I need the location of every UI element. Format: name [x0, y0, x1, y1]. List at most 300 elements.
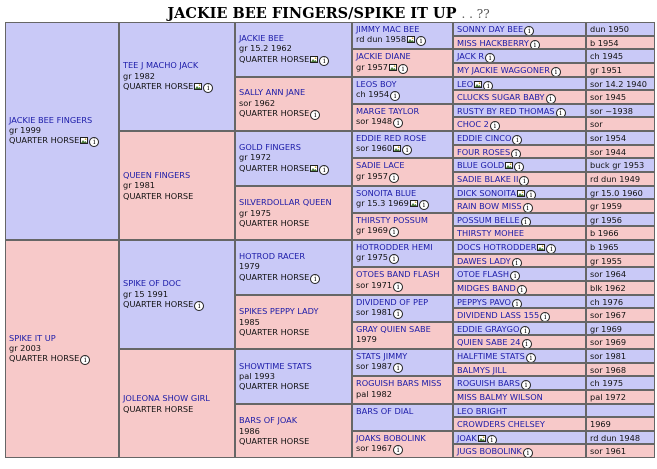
- horse-name-link[interactable]: LEO: [457, 78, 474, 89]
- gen5-horse-cell: [453, 308, 586, 322]
- gen1-horse-cell: [5, 22, 119, 240]
- horse-name-link[interactable]: LEO BRIGHT: [457, 405, 508, 416]
- horse-name-link[interactable]: JACKIE BEE FINGERS: [9, 114, 93, 125]
- gen5-horse-cell: [453, 349, 586, 363]
- horse-name-link[interactable]: SONNY DAY BEE: [457, 24, 524, 34]
- horse-details: gr 1951: [590, 64, 623, 75]
- horse-info-line: [239, 261, 348, 271]
- info-icon[interactable]: i: [524, 26, 534, 36]
- horse-name-link[interactable]: MY JACKIE WAGGONER: [457, 64, 550, 75]
- horse-name-link[interactable]: THIRSTY MOHEE: [457, 228, 525, 239]
- horse-name-link[interactable]: JACKIE BEE: [239, 32, 284, 43]
- horse-name-link[interactable]: JACK R: [457, 51, 485, 62]
- info-icon[interactable]: i: [512, 258, 522, 268]
- horse-name-link[interactable]: QUIEN SABE 24: [457, 337, 521, 348]
- gen5-horse-cell: [453, 22, 586, 36]
- info-icon[interactable]: i: [523, 203, 533, 213]
- gen5-horse-cell: [453, 376, 586, 390]
- horse-name-line: [123, 170, 231, 180]
- horse-details: gr 1999: [9, 125, 42, 135]
- horse-info-line: [356, 389, 449, 399]
- info-icon[interactable]: i: [389, 254, 399, 264]
- info-icon[interactable]: i: [390, 91, 400, 101]
- horse-name-link[interactable]: JACKIE DIANE: [356, 51, 411, 62]
- horse-details: sor 1948: [356, 116, 393, 127]
- gen4-horse-cell: [352, 49, 453, 76]
- horse-details: gr 1975: [239, 207, 272, 218]
- horse-details: sor 1945: [590, 92, 627, 103]
- horse-details: sor 1969: [590, 337, 627, 348]
- info-icon[interactable]: i: [526, 353, 536, 363]
- gen5-info-cell: [586, 186, 655, 200]
- horse-name-line: [356, 324, 449, 334]
- horse-name-link[interactable]: DICK SONOITA: [457, 187, 516, 198]
- info-icon[interactable]: i: [521, 380, 531, 390]
- info-icon[interactable]: i: [389, 227, 399, 237]
- gen2-horse-cell: [119, 349, 235, 458]
- horse-details: gr 2003: [9, 343, 42, 353]
- horse-info-line: [356, 334, 449, 344]
- horse-name-link[interactable]: MIDGES BAND: [457, 282, 516, 293]
- info-icon[interactable]: i: [487, 435, 497, 445]
- horse-name-link[interactable]: BARS OF DIAL: [356, 405, 414, 416]
- horse-name-link[interactable]: EDDIE RED ROSE: [356, 133, 427, 143]
- horse-details: rd dun 1958: [356, 34, 407, 45]
- info-icon[interactable]: i: [89, 137, 99, 147]
- horse-name-link[interactable]: EDDIE GRAYGO: [457, 323, 520, 334]
- horse-name-link[interactable]: SPIKE IT UP: [9, 332, 56, 343]
- horse-breed-line: [239, 272, 348, 284]
- info-icon[interactable]: i: [551, 67, 561, 77]
- horse-info-line: [356, 198, 449, 210]
- info-icon[interactable]: i: [520, 326, 530, 336]
- horse-name-link[interactable]: DAWES LADY: [457, 255, 511, 266]
- horse-name-link[interactable]: STATS JIMMY: [356, 351, 408, 361]
- info-icon[interactable]: i: [393, 445, 403, 455]
- horse-name-link[interactable]: MISS BALMY WILSON: [457, 391, 543, 402]
- horse-info-line: [9, 125, 115, 135]
- horse-details: blk 1962: [590, 282, 626, 293]
- gen5-info-cell: [586, 158, 655, 172]
- horse-name-link[interactable]: JOLEONA SHOW GIRL: [123, 393, 210, 404]
- info-icon[interactable]: i: [485, 53, 495, 63]
- info-icon[interactable]: i: [393, 309, 403, 319]
- photo-icon[interactable]: [310, 56, 318, 63]
- horse-name-link[interactable]: POSSUM BELLE: [457, 214, 520, 225]
- horse-breed-line: [239, 218, 348, 228]
- gen2-horse-cell: [119, 131, 235, 240]
- horse-details: gr 1982: [123, 70, 156, 81]
- horse-breed-line: [239, 327, 348, 337]
- info-icon[interactable]: i: [389, 173, 399, 183]
- horse-details: gr 1975: [356, 252, 389, 263]
- info-icon[interactable]: i: [517, 285, 527, 295]
- horse-name-link[interactable]: HOTROD RACER: [239, 250, 306, 261]
- gen5-info-cell: [586, 145, 655, 159]
- horse-breed: QUARTER HORSE: [239, 435, 310, 446]
- horse-details: sor 1964: [590, 269, 627, 280]
- horse-info-line: [239, 43, 348, 53]
- gen3-horse-cell: [235, 240, 352, 295]
- horse-breed: QUARTER HORSE: [239, 53, 310, 64]
- gen5-horse-cell: [453, 49, 586, 63]
- info-icon[interactable]: i: [393, 282, 403, 292]
- horse-name-link[interactable]: CROWDERS CHELSEY: [457, 419, 545, 430]
- horse-breed: QUARTER HORSE: [9, 353, 80, 364]
- gen5-info-cell: [586, 36, 655, 50]
- horse-info-line: [356, 280, 449, 292]
- horse-name-line: [239, 142, 348, 152]
- gen5-horse-cell: [453, 117, 586, 131]
- horse-breed-line: [123, 299, 231, 311]
- gen5-info-cell: [586, 404, 655, 418]
- horse-name-line: [123, 393, 231, 403]
- info-icon[interactable]: i: [490, 121, 500, 131]
- horse-name-link[interactable]: MISS HACKBERRY: [457, 37, 529, 48]
- horse-name-line: [356, 160, 449, 170]
- horse-details: ch 1954: [356, 88, 390, 99]
- horse-name-link[interactable]: ROGUISH BARS: [457, 378, 520, 389]
- horse-name-link[interactable]: JIMMY MAC BEE: [356, 24, 420, 34]
- photo-icon[interactable]: [389, 64, 397, 71]
- gen3-horse-cell: [235, 22, 352, 77]
- horse-details: sor 1962: [239, 97, 276, 108]
- gen3-horse-cell: [235, 349, 352, 404]
- horse-name-link[interactable]: EDDIE CINCO: [457, 133, 512, 143]
- info-icon[interactable]: i: [512, 135, 522, 145]
- horse-name-line: [356, 215, 449, 225]
- info-icon[interactable]: i: [510, 271, 520, 281]
- photo-icon[interactable]: [80, 137, 88, 144]
- gen5-horse-cell: [453, 63, 586, 77]
- info-icon[interactable]: i: [203, 83, 213, 93]
- gen3-horse-cell: [235, 77, 352, 132]
- horse-name-line: [356, 188, 449, 198]
- photo-icon[interactable]: [478, 435, 486, 442]
- horse-details: gr 1981: [123, 180, 156, 191]
- horse-details: sor 14.2 1940: [590, 78, 647, 89]
- photo-icon[interactable]: [505, 162, 513, 169]
- horse-breed-line: [123, 81, 231, 93]
- horse-name-line: [356, 24, 449, 34]
- gen5-info-cell: [586, 22, 655, 36]
- horse-breed-line: [123, 404, 231, 414]
- horse-details: gr 1972: [239, 152, 272, 163]
- horse-details: sor 1968: [590, 364, 627, 375]
- gen3-horse-cell: [235, 131, 352, 186]
- info-icon[interactable]: i: [522, 339, 532, 349]
- horse-details: sor 1961: [590, 446, 627, 457]
- info-icon[interactable]: i: [483, 81, 493, 91]
- info-icon[interactable]: i: [80, 355, 90, 365]
- horse-info-line: [356, 116, 449, 128]
- horse-info-line: [356, 171, 449, 183]
- horse-name-link[interactable]: CLUCKS SUGAR BABY: [457, 92, 545, 103]
- horse-name-link[interactable]: HALFTIME STATS: [457, 351, 525, 361]
- gen5-info-cell: [586, 254, 655, 268]
- horse-info-line: [239, 371, 348, 381]
- gen5-horse-cell: [453, 158, 586, 172]
- horse-name-link[interactable]: SPIKES PEPPY LADY: [239, 306, 319, 317]
- horse-name-link[interactable]: SALLY ANN JANE: [239, 87, 306, 98]
- gen5-info-cell: [586, 90, 655, 104]
- info-icon[interactable]: i: [419, 200, 429, 210]
- horse-info-line: [239, 317, 348, 327]
- photo-icon[interactable]: [517, 190, 525, 197]
- horse-name-line: [356, 106, 449, 116]
- horse-name-line: [123, 278, 231, 288]
- gen3-horse-cell: [235, 404, 352, 459]
- horse-details: 1979: [356, 334, 377, 345]
- gen5-info-cell: [586, 281, 655, 295]
- horse-details: sor 1954: [590, 133, 627, 143]
- horse-name-link[interactable]: BLUE GOLD: [457, 160, 505, 171]
- gen4-horse-cell: [352, 376, 453, 403]
- horse-name-line: [356, 297, 449, 307]
- horse-name-link[interactable]: GRAY QUIEN SABE: [356, 323, 431, 334]
- info-icon[interactable]: i: [398, 64, 408, 74]
- horse-name-link[interactable]: DIVIDEND OF PEP: [356, 296, 429, 307]
- horse-name-link[interactable]: QUEEN FINGERS: [123, 169, 191, 180]
- horse-details: 1969: [590, 419, 611, 430]
- horse-details: sor 1981: [590, 351, 627, 361]
- photo-icon[interactable]: [474, 81, 482, 88]
- gen5-info-cell: [586, 431, 655, 445]
- gen5-horse-cell: [453, 267, 586, 281]
- horse-info-line: [356, 361, 449, 373]
- gen4-horse-cell: [352, 186, 453, 213]
- horse-name-link[interactable]: SONOITA BLUE: [356, 187, 417, 198]
- horse-name-link[interactable]: RUSTY BY RED THOMAS: [457, 105, 555, 116]
- photo-icon[interactable]: [310, 165, 318, 172]
- horse-details: sor ~1938: [590, 105, 633, 116]
- info-icon[interactable]: i: [523, 448, 533, 458]
- horse-info-line: [239, 426, 348, 436]
- horse-details: b 1966: [590, 228, 619, 239]
- horse-details: gr 1955: [590, 255, 623, 266]
- gen2-horse-cell: [119, 240, 235, 349]
- horse-name-line: [9, 115, 115, 125]
- horse-name-line: [356, 79, 449, 89]
- horse-info-line: [356, 307, 449, 319]
- horse-details: rd dun 1948: [590, 432, 641, 443]
- info-icon[interactable]: i: [514, 162, 524, 172]
- horse-name-link[interactable]: BALMYS JILL: [457, 364, 507, 375]
- horse-name-link[interactable]: OTOES BAND FLASH: [356, 269, 440, 280]
- horse-name-link[interactable]: DOCS HOTRODDER: [457, 242, 537, 252]
- info-icon[interactable]: i: [530, 40, 540, 50]
- horse-name-link[interactable]: JOAK: [457, 432, 477, 443]
- horse-details: sor 1944: [590, 146, 627, 157]
- gen5-horse-cell: [453, 145, 586, 159]
- horse-name-line: [239, 306, 348, 316]
- gen5-info-cell: [586, 322, 655, 336]
- gen5-horse-cell: [453, 281, 586, 295]
- horse-details: buck gr 1953: [590, 160, 645, 171]
- gen5-info-cell: [586, 444, 655, 458]
- horse-name-line: [239, 361, 348, 371]
- horse-details: sor 1967: [356, 443, 393, 454]
- horse-info-line: [356, 225, 449, 237]
- horse-name-line: [239, 197, 348, 207]
- horse-breed: QUARTER HORSE: [123, 190, 194, 201]
- horse-name-link[interactable]: SILVERDOLLAR QUEEN: [239, 197, 332, 208]
- horse-details: sor 1971: [356, 279, 393, 290]
- gen5-horse-cell: [453, 77, 586, 91]
- info-icon[interactable]: i: [521, 217, 531, 227]
- horse-name-link[interactable]: BARS OF JOAK: [239, 415, 298, 426]
- gen5-info-cell: [586, 376, 655, 390]
- horse-name-line: [356, 242, 449, 252]
- horse-info-line: [239, 208, 348, 218]
- horse-name-line: [239, 415, 348, 425]
- horse-name-link[interactable]: MARGE TAYLOR: [356, 105, 420, 116]
- gen5-info-cell: [586, 117, 655, 131]
- horse-info-line: [356, 443, 449, 455]
- horse-name-link[interactable]: THIRSTY POSSUM: [356, 214, 428, 225]
- info-icon[interactable]: i: [310, 274, 320, 284]
- horse-info-line: [356, 143, 449, 155]
- gen5-info-cell: [586, 335, 655, 349]
- gen5-info-cell: [586, 308, 655, 322]
- horse-name-link[interactable]: FOUR ROSES: [457, 146, 511, 157]
- gen2-horse-cell: [119, 22, 235, 131]
- horse-breed: QUARTER HORSE: [239, 326, 310, 337]
- info-icon[interactable]: i: [393, 363, 403, 373]
- horse-details: rd dun 1949: [590, 173, 641, 184]
- horse-details: sor 1987: [356, 361, 393, 372]
- horse-details: pal 1993: [239, 371, 275, 382]
- gen5-horse-cell: [453, 295, 586, 309]
- horse-details: gr 1957: [356, 61, 389, 72]
- horse-info-line: [123, 71, 231, 81]
- horse-name-link[interactable]: HOTRODDER HEMI: [356, 242, 433, 252]
- horse-info-line: [356, 89, 449, 101]
- info-icon[interactable]: i: [546, 244, 556, 254]
- horse-details: sor 1967: [590, 310, 627, 321]
- gen5-horse-cell: [453, 444, 586, 458]
- horse-details: pal 1972: [590, 391, 626, 402]
- horse-name-line: [356, 51, 449, 61]
- gen5-horse-cell: [453, 131, 586, 145]
- photo-icon[interactable]: [194, 83, 202, 90]
- gen5-info-cell: [586, 363, 655, 377]
- gen5-info-cell: [586, 104, 655, 118]
- horse-breed-line: [239, 108, 348, 120]
- horse-name-line: [356, 133, 449, 143]
- horse-name-link[interactable]: OTOE FLASH: [457, 269, 510, 280]
- info-icon[interactable]: i: [540, 312, 550, 322]
- horse-info-line: [123, 180, 231, 190]
- gen4-horse-cell: [352, 322, 453, 349]
- horse-name-link[interactable]: DIVIDEND LASS 155: [457, 310, 540, 321]
- gen5-horse-cell: [453, 390, 586, 404]
- info-icon[interactable]: i: [519, 176, 529, 186]
- horse-name-link[interactable]: RAIN BOW MISS: [457, 201, 522, 212]
- info-icon[interactable]: i: [511, 149, 521, 159]
- horse-name-link[interactable]: SHOWTIME STATS: [239, 360, 312, 371]
- gen4-horse-cell: [352, 349, 453, 376]
- gen4-horse-cell: [352, 240, 453, 267]
- horse-details: gr 15 1991: [123, 288, 169, 299]
- horse-info-line: [239, 152, 348, 162]
- horse-details: gr 1969: [590, 323, 623, 334]
- horse-name-link[interactable]: SPIKE OF DOC: [123, 278, 181, 289]
- horse-name-link[interactable]: TEE J MACHO JACK: [123, 60, 199, 71]
- horse-name-link[interactable]: LEOS BOY: [356, 78, 397, 89]
- info-icon[interactable]: i: [393, 118, 403, 128]
- horse-name-line: [239, 87, 348, 97]
- horse-name-link[interactable]: ROGUISH BARS MISS: [356, 378, 442, 389]
- photo-icon[interactable]: [410, 200, 418, 207]
- horse-name-link[interactable]: JOAKS BOBOLINK: [356, 432, 426, 443]
- horse-name-link[interactable]: SADIE BLAKE II: [457, 173, 519, 184]
- gen5-info-cell: [586, 172, 655, 186]
- photo-icon[interactable]: [407, 36, 415, 43]
- horse-name-link[interactable]: GOLD FINGERS: [239, 141, 301, 152]
- horse-name-line: [356, 433, 449, 443]
- gen5-horse-cell: [453, 254, 586, 268]
- info-icon[interactable]: i: [402, 145, 412, 155]
- horse-name-link[interactable]: JUGS BOBOLINK: [457, 446, 522, 457]
- gen5-info-cell: [586, 417, 655, 431]
- horse-details: sor 1960: [356, 143, 393, 154]
- gen5-horse-cell: [453, 431, 586, 445]
- horse-breed-line: [239, 163, 348, 175]
- gen5-horse-cell: [453, 404, 586, 418]
- gen4-horse-cell: [352, 22, 453, 49]
- info-icon[interactable]: i: [512, 299, 522, 309]
- gen5-info-cell: [586, 199, 655, 213]
- info-icon[interactable]: i: [546, 94, 556, 104]
- photo-icon[interactable]: [393, 145, 401, 152]
- horse-details: gr 1969: [356, 225, 389, 236]
- info-icon[interactable]: i: [416, 36, 426, 46]
- photo-icon[interactable]: [537, 244, 545, 251]
- horse-breed-line: [239, 54, 348, 66]
- horse-breed: QUARTER HORSE: [239, 271, 310, 282]
- info-icon[interactable]: i: [310, 110, 320, 120]
- horse-details: sor: [590, 119, 603, 130]
- info-icon[interactable]: i: [319, 56, 329, 66]
- horse-breed: QUARTER HORSE: [123, 298, 194, 309]
- horse-name-line: [9, 333, 115, 343]
- horse-name-link[interactable]: CHOC 2: [457, 119, 489, 130]
- gen3-horse-cell: [235, 295, 352, 350]
- gen5-info-cell: [586, 240, 655, 254]
- gen5-horse-cell: [453, 417, 586, 431]
- horse-info-line: [239, 98, 348, 108]
- horse-name-link[interactable]: SADIE LACE: [356, 160, 405, 171]
- gen5-info-cell: [586, 226, 655, 240]
- horse-breed: QUARTER HORSE: [9, 135, 80, 146]
- info-icon[interactable]: i: [194, 301, 204, 311]
- info-icon[interactable]: i: [526, 190, 536, 200]
- gen5-info-cell: [586, 295, 655, 309]
- gen4-horse-cell: [352, 431, 453, 458]
- horse-details: dun 1950: [590, 24, 630, 34]
- horse-name-link[interactable]: PEPPYS PAVO: [457, 296, 511, 307]
- info-icon[interactable]: i: [319, 165, 329, 175]
- horse-breed: QUARTER HORSE: [239, 217, 310, 228]
- gen4-horse-cell: [352, 158, 453, 185]
- horse-details: gr 1959: [590, 201, 623, 212]
- info-icon[interactable]: i: [556, 108, 566, 118]
- horse-details: sor 1981: [356, 306, 393, 317]
- horse-name-line: [239, 33, 348, 43]
- gen5-horse-cell: [453, 199, 586, 213]
- gen5-horse-cell: [453, 186, 586, 200]
